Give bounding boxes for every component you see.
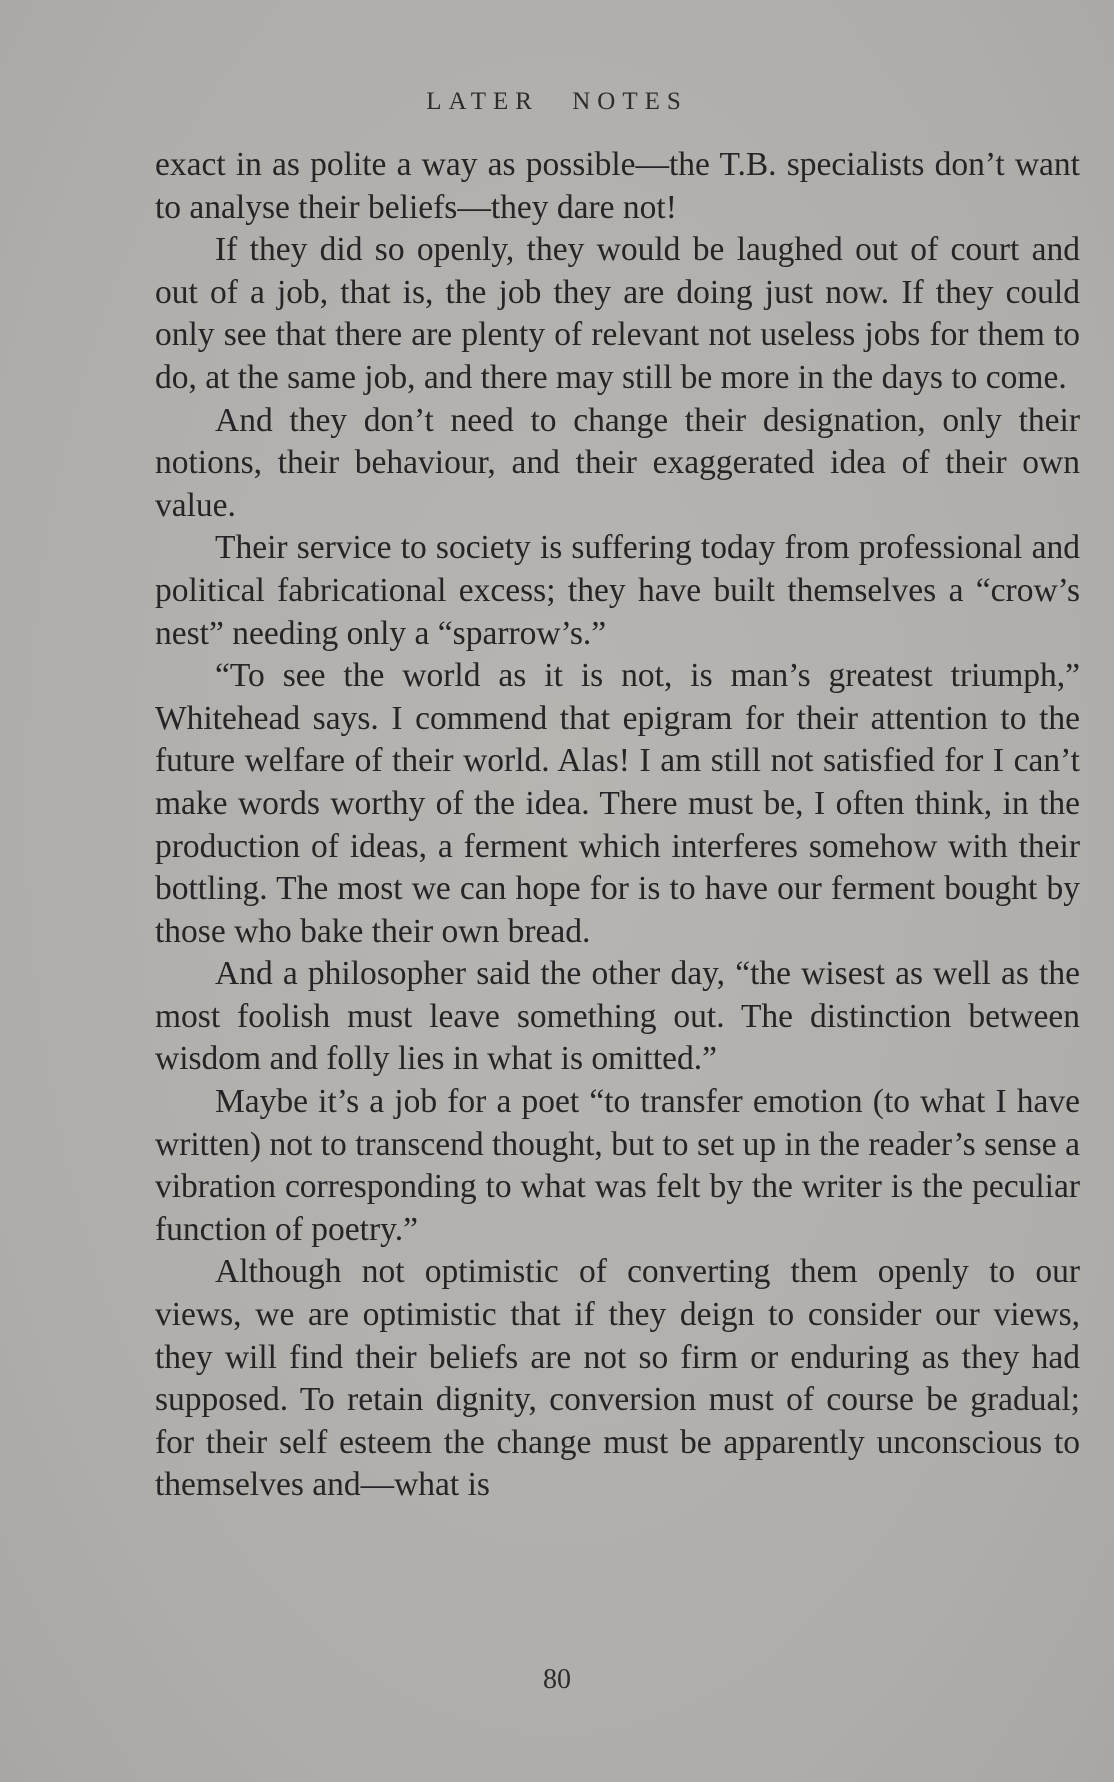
- paragraph: “To see the world as it is not, is man’s greatest triumph,” Whitehead says. I commend that epigram for their attention to the future welfare of their world. Alas! I am still not satisfied for I can’t make words worthy of the idea. There must be, I often think, in the production of ideas, a ferment which interferes somehow with their bottling. The most we can hope for is to have our ferment bought by those who bake their own bread.: [155, 657, 1080, 950]
- body-text: [155, 144, 1080, 1507]
- running-header: LATER NOTES: [426, 88, 688, 115]
- paragraph: Although not optimistic of converting them openly to our views, we are optimistic that if they deign to consider our views, they will find their beliefs are not so firm or enduring as they had supposed. To retain dignity, conversion must of course be gradual; for their self esteem the change must be apparently unconscious to themselves and—what is: [155, 1253, 1080, 1504]
- paragraph: Their service to society is suffering today from professional and political fabricational excess; they have built themselves a “crow’s nest” needing only a “sparrow’s.”: [155, 529, 1080, 652]
- paragraph: Maybe it’s a job for a poet “to transfer emotion (to what I have written) not to transcend thought, but to set up in the reader’s sense a vibration corresponding to what was felt by the writer is the peculiar function of poetry.”: [155, 1083, 1080, 1248]
- paragraph: And a philosopher said the other day, “the wisest as well as the most foolish must leave something out. The distinction between wisdom and folly lies in what is omitted.”: [155, 955, 1080, 1078]
- paragraph-continued: exact in as polite a way as possible—the T.B. specialists don’t want to analyse their beliefs—they dare not!: [155, 146, 1080, 226]
- paragraph: And they don’t need to change their designation, only their notions, their behaviour, and their exaggerated idea of their own value.: [155, 401, 1080, 524]
- paragraph: If they did so openly, they would be laughed out of court and out of a job, that is, the job they are doing just now. If they could only see that there are plenty of relevant not useless jobs for them to do, at the same job, and there may still be more in the days to come.: [155, 231, 1080, 396]
- page-number: 80: [543, 1664, 571, 1695]
